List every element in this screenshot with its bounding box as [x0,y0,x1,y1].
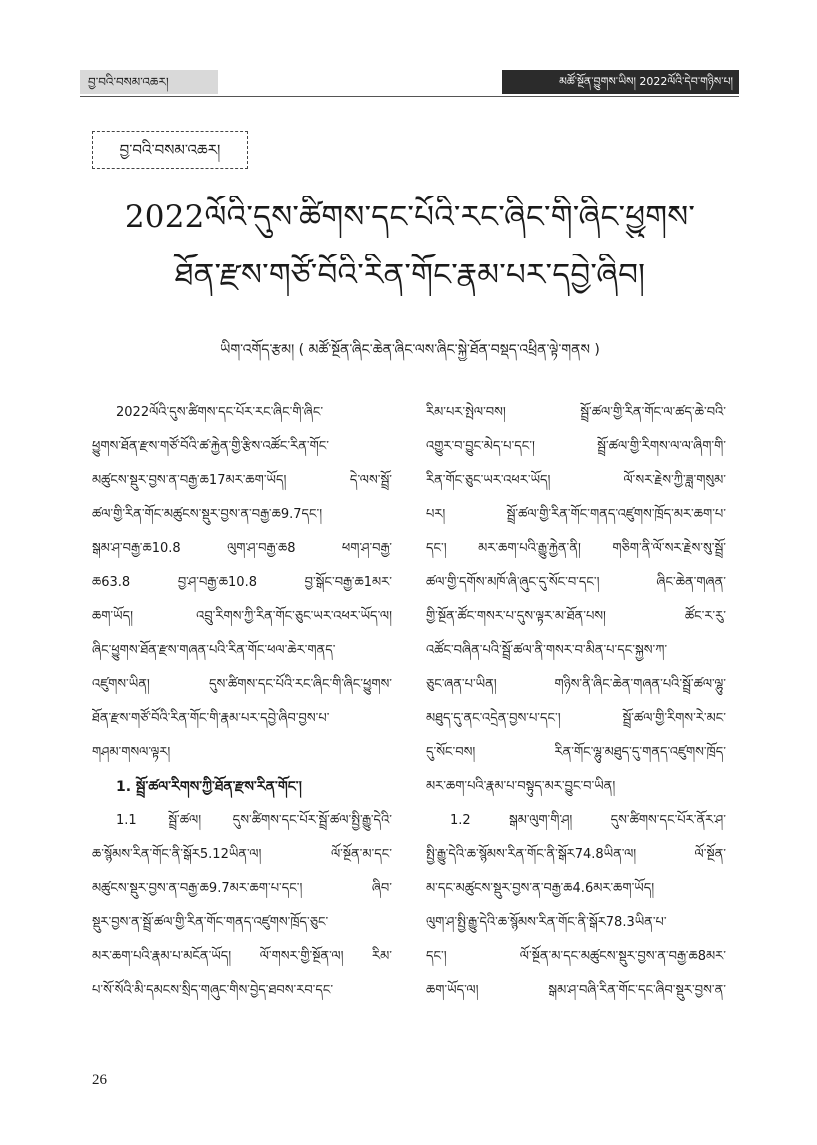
journal-header-label: མཚོ་སྔོན་བྱུགས་ཡིས། 2022ལོའི་དེབ་གཉིས་པ། [502,70,739,94]
text-line: འཛུགས་ཡིན། དུས་ཚིགས་དང་པོའི་རང་ཞིང་གི་ཞིང་ཕྱུགས་ [92,677,392,692]
text-line: ཆག་ཡོད་ལ། སྒམ་ཤ་བཞི་རིན་གོང་དང་ཞིབ་སྡུར་བྱས་ན་ [426,983,726,998]
author-byline: ཡིག་འགོད་རྩམ། ( མཚོ་སྔོན་ཞིང་ཆེན་ཞིང་ལས་ཞིང་སྐྱེ་ཐོན་བསྡད་འཕྲིན་ལྟེ་གནས ) [220,342,600,358]
left-text-column [92,396,392,1008]
text-line: ཞིང་ཕྱུགས་ཐོན་རྫས་གཞན་པའི་རིན་གོང་ཕལ་ཆེར་གནད་ [92,643,336,658]
column-label-box: བྱ་བའི་བསམ་འཆར། [92,131,248,169]
article-title-line-2: ཐོན་རྫས་གཙོ་བོའི་རིན་གོང་རྣམ་པར་དབྱེ་ཞིབ། [174,257,646,293]
right-text-column [426,396,726,1008]
section-heading: 1. སྦྲོ་ཚལ་རིགས་ཀྱི་ཐོན་རྫས་རིན་གོང་། [116,779,302,795]
text-line: པ་སོ་སོའི་མི་དམངས་སྲིད་གཞུང་གིས་བྱེད་ཐབས་རབ་དང་ [92,983,334,998]
text-line: 1.2 སྒམ་ལུག་གི་ཤ། དུས་ཚིགས་དང་པོར་ནོར་ཤ་ [450,813,726,828]
text-line: ཆག་ཡོད། འབྲུ་རིགས་ཀྱི་རིན་གོང་ཅུང་ཡར་འཕར་ཡོད་ལ། [92,609,392,624]
text-line: དང་། ལོ་སྔོན་མ་དང་མཚུངས་སྡུར་བྱས་ན་བརྒྱ་ཆ8མར་ [426,949,726,964]
text-line: སྡུར་བྱས་ན་སྦྲོ་ཚལ་གྱི་རིན་གོང་གནད་འཛུགས་ཁྲོད་ཅུང་ [92,915,329,930]
text-line: གྱི་སྔོན་ཚོང་གསར་པ་དུས་ལྟར་མ་ཐོན་པས། ཚོང་ར་རུ་ [426,609,726,624]
text-line: ཅུང་ཞན་པ་ཡིན། གཉིས་ནི་ཞིང་ཆེན་གཞན་པའི་སྦྲོ་ཚལ་ལྷུ་ [426,677,726,692]
text-line: ཕྱུགས་ཐོན་རྫས་གཙོ་བོའི་ཚ་རྐྱེན་གྱི་རྩིས་འཚོང་རིན་གོང་ [92,439,330,454]
text-line: ཆ་སྙོམས་རིན་གོང་ནི་སྒོར5.12ཡིན་ལ། ལོ་སྔོན་མ་དང་ [92,847,392,862]
text-line: ཆ63.8 བྱ་ཤ་བརྒྱ་ཆ10.8 བྱ་སྒོང་བརྒྱ་ཆ1མར་ [92,575,392,590]
text-line: དང་། མར་ཆག་པའི་རྒྱུ་རྐྱེན་ནི། གཅིག་ནི་ལོ་སར་རྗེས་སུ་སྦྲོ་ [426,541,726,556]
text-line: མ་དང་མཚུངས་སྡུར་བྱས་ན་བརྒྱ་ཆ4.6མར་ཆག་ཡོད། [426,881,655,896]
article-title-line-1: 2022ལོའི་དུས་ཚིགས་དང་པོའི་རང་ཞིང་གི་ཞིང་ཕྱུགས་ [124,199,696,235]
text-line: སྒམ་ཤ་བརྒྱ་ཆ10.8 ལུག་ཤ་བརྒྱ་ཆ8 ཕག་ཤ་བརྒྱ་ [92,541,392,556]
text-line: པར། སྦྲོ་ཚལ་གྱི་རིན་གོང་གནད་འཛུགས་ཁྲོད་མར་ཆག་པ་ [426,507,726,522]
text-line: མཚུངས་སྡུར་བྱས་ན་བརྒྱ་ཆ17མར་ཆག་ཡོད། དེ་ལས་སྦྲོ་ [92,473,392,488]
text-line: 1.1 སྦྲོ་ཚལ། དུས་ཚིགས་དང་པོར་སྦྲོ་ཚལ་སྤྱི་རྒྱུ་དེའི་ [116,813,392,828]
text-line: མཐུད་དུ་ནང་འདྲེན་བྱས་པ་དང་། སྦྲོ་ཚལ་གྱི་རིགས་རེ་མང་ [426,711,726,726]
text-line: འགྱུར་བ་བྱུང་མེད་པ་དང་། སྦྲོ་ཚལ་གྱི་རིགས་ལ་ལ་ཞིག་གི་ [426,439,726,454]
text-line: ཐོན་རྫས་གཙོ་བོའི་རིན་གོང་གི་རྣམ་པར་དབྱེ་ཞིབ་བྱས་པ་ [92,711,330,726]
text-line: སྤྱི་རྒྱུ་དེའི་ཆ་སྙོམས་རིན་གོང་ནི་སྒོར74.8ཡིན་ལ། ལོ་སྔོན་ [426,847,726,862]
text-line: མར་ཆག་པའི་རྣམ་པ་མངོན་ཡོད། ལོ་གསར་གྱི་སྔོན་ལ། རིམ་ [92,949,392,964]
text-line: 2022ལོའི་དུས་ཚིགས་དང་པོར་རང་ཞིང་གི་ཞིང་ [116,405,324,420]
text-line: རིན་གོང་ཅུང་ཡར་འཕར་ཡོད། ལོ་སར་རྗེས་ཀྱི་ཟླ་གསུམ་ [426,473,726,488]
page-number: 26 [92,1072,107,1088]
text-line: ཚལ་གྱི་དགོས་མཁོ་ཞི་ཞུང་དུ་སོང་བ་དང་། ཞིང་ཆེན་གཞན་ [426,575,726,590]
text-line: འཚོང་བཞིན་པའི་སྦྲོ་ཚལ་ནི་གསར་བ་མིན་པ་དང་སྐྱས་ཀ་ [426,643,668,658]
header-divider [80,96,739,97]
text-line: མར་ཆག་པའི་རྣམ་པ་བསྟུད་མར་བྱུང་བ་ཡིན། [426,779,616,794]
text-line: དུ་སོང་བས། རིན་གོང་ལྷུ་མཐུད་དུ་གནད་འཛུགས་ཁྲོད་ [426,745,726,760]
text-line: རིམ་པར་སྤེལ་བས། སྦྲོ་ཚལ་གྱི་རིན་གོང་ལ་ཚད་ཆེ་བའི་ [426,405,726,420]
text-line: ཚལ་གྱི་རིན་གོང་མཚུངས་སྡུར་བྱས་ན་བརྒྱ་ཆ9.7དང་། [92,507,323,522]
text-line: གཤམ་གསལ་ལྟར། [92,745,171,760]
text-line: མཚུངས་སྡུར་བྱས་ན་བརྒྱ་ཆ9.7མར་ཆག་པ་དང་། ཞིབ་ [92,881,392,896]
section-header-label: བྱ་བའི་བསམ་འཆར། [80,70,218,94]
text-line: ལུག་ཤ་སྤྱི་རྒྱུ་དེའི་ཆ་སྙོམས་རིན་གོང་ནི་སྒོར78.3ཡིན་པ་ [426,915,667,930]
